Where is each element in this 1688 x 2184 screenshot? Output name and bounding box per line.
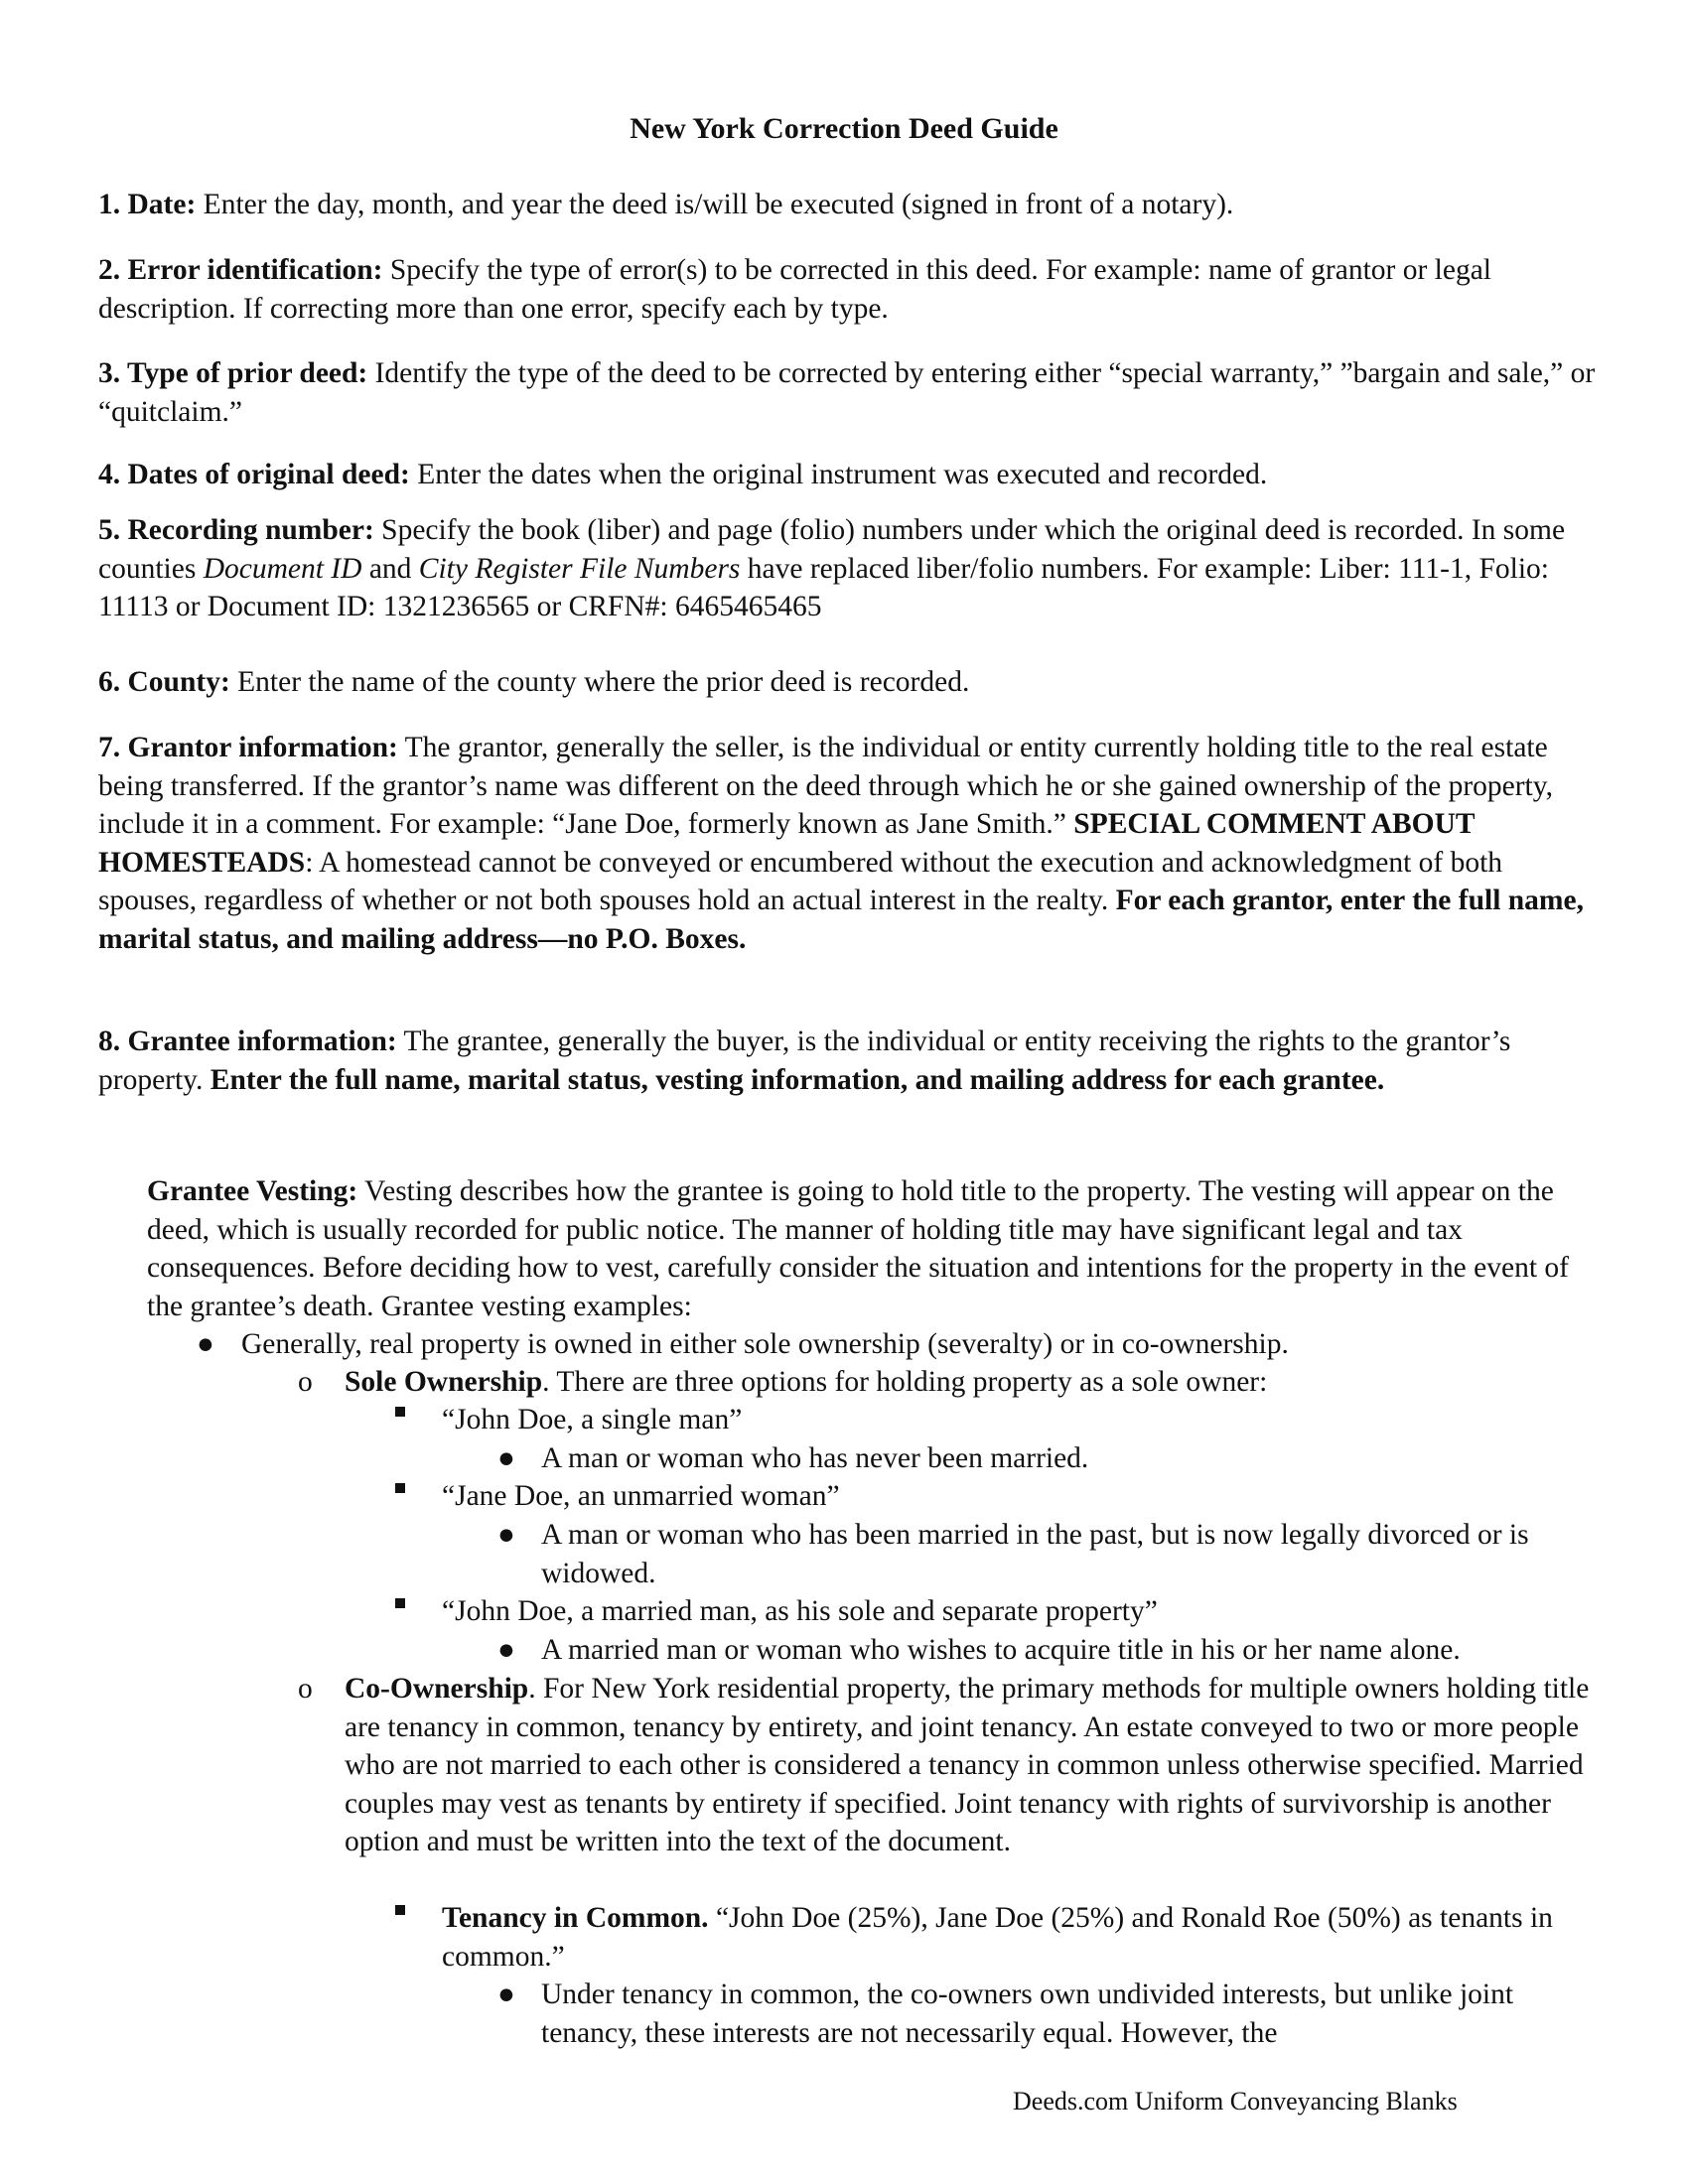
bullet-icon: ● xyxy=(497,1634,515,1666)
list-item-description xyxy=(541,1631,1604,1670)
list-item-text: “John Doe, a married man, as his sole and separate property” xyxy=(442,1595,1158,1627)
list-item-description xyxy=(541,1439,1604,1478)
item-italic-text: City Register File Numbers xyxy=(418,552,741,585)
list-item-sole-ownership xyxy=(345,1363,1606,1402)
item-label: 6. County: xyxy=(98,666,230,698)
item-label: 3. Type of prior deed: xyxy=(98,357,368,389)
list-item-text: A man or woman who has been married in the past, but is now legally divorced or is widowed. xyxy=(541,1519,1529,1589)
circle-bullet-icon: o xyxy=(298,1673,313,1705)
list-item-text: “Jane Doe, an unmarried woman” xyxy=(442,1480,840,1512)
list-item-unmarried-woman xyxy=(442,1477,1604,1516)
list-item-text: . There are three options for holding property as a sole owner: xyxy=(542,1366,1268,1398)
item-text: Enter the dates when the original instrument was executed and recorded. xyxy=(409,459,1268,490)
vesting-label: Grantee Vesting: xyxy=(147,1175,358,1207)
list-item-co-ownership xyxy=(345,1670,1606,1861)
item-grantee-information xyxy=(98,1023,1608,1099)
square-bullet-icon xyxy=(395,1407,405,1417)
item-text: and xyxy=(361,552,419,585)
item-label: 1. Date: xyxy=(98,189,197,220)
list-item-text: “John Doe (25%), Jane Doe (25%) and Ronald Roe (50%) as tenants in common.” xyxy=(442,1902,1553,1973)
grantee-vesting-paragraph xyxy=(147,1172,1607,1325)
list-item-label: Tenancy in Common. xyxy=(442,1902,709,1934)
item-label: 8. Grantee information: xyxy=(98,1025,397,1057)
list-item-text: A man or woman who has never been married. xyxy=(541,1442,1089,1474)
item-recording-number xyxy=(98,511,1608,626)
list-item-married-man xyxy=(442,1592,1604,1631)
bullet-icon: ● xyxy=(497,1979,515,2010)
list-item-single-man xyxy=(442,1401,1604,1439)
list-item-text: A married man or woman who wishes to acquire title in his or her name alone. xyxy=(541,1634,1461,1666)
item-text: Enter the name of the county where the prior deed is recorded. xyxy=(229,666,970,698)
item-dates-of-original-deed xyxy=(98,456,1608,494)
list-item-ownership xyxy=(241,1325,1607,1364)
list-item-label: Sole Ownership xyxy=(345,1366,543,1398)
square-bullet-icon xyxy=(395,1905,405,1915)
list-item-label: Co-Ownership xyxy=(345,1673,529,1705)
item-bold-text: For each grantor, enter the full name, marital status, and mailing address—no P.O. Boxes. xyxy=(98,885,1584,955)
list-item-tenancy-in-common xyxy=(442,1899,1574,1976)
item-text: The grantor, generally the seller, is the individual or entity currently holding title to the real estate being transferred. If the grantor’s name was different on the deed through which he or she gained ownership of the property, include it in a comment. For example: “Jane Doe, formerly known as Jane Smith.” xyxy=(98,732,1553,840)
item-text: The grantee, generally the buyer, is the individual or entity receiving the rights to the grantor’s property. xyxy=(98,1025,1511,1096)
item-date xyxy=(98,186,1608,224)
item-bold-text: Enter the full name, marital status, vesting information, and mailing address for each grantee. xyxy=(210,1063,1385,1096)
item-county xyxy=(98,663,1608,702)
item-type-of-prior-deed xyxy=(98,354,1608,431)
circle-bullet-icon: o xyxy=(298,1366,313,1398)
item-text: have replaced liber/folio numbers. For example: Liber: 111-1, Folio: 11113 or Document ID: 1321236565 or CRFN#: 6465465465 xyxy=(98,552,1549,622)
item-text: Identify the type of the deed to be corrected by entering either “special warranty,” ”bargain and sale,” or “quitclaim.” xyxy=(98,357,1596,428)
list-item-text: Under tenancy in common, the co-owners own undivided interests, but unlike joint tenancy, these interests are not necessarily equal. However, the xyxy=(541,1979,1514,2049)
item-text: Specify the type of error(s) to be corrected in this deed. For example: name of grantor or legal description. If correcting more than one error, specify each by type. xyxy=(98,254,1492,325)
item-label: 4. Dates of original deed: xyxy=(98,459,410,490)
page-title: New York Correction Deed Guide xyxy=(630,112,1058,145)
square-bullet-icon xyxy=(395,1483,405,1493)
list-item-text: . For New York residential property, the primary methods for multiple owners holding title are tenancy in common, tenancy by entirety, and joint tenancy. An estate conveyed to two or more people who are not married to each other is considered a tenancy in common unless otherwise specified. Married couples may vest as tenants by entirety if specified. Joint tenancy with rights of survivorship is another option and must be written into the text of the document. xyxy=(345,1673,1590,1857)
list-item-description xyxy=(541,1516,1589,1592)
list-item-text: “John Doe, a single man” xyxy=(442,1404,743,1435)
item-error-identification xyxy=(98,251,1608,328)
item-italic-text: Document ID xyxy=(203,552,362,585)
list-item-text: Generally, real property is owned in either sole ownership (severalty) or in co-ownership. xyxy=(241,1328,1289,1360)
page-footer: Deeds.com Uniform Conveyancing Blanks xyxy=(1013,2087,1458,2116)
item-label: 7. Grantor information: xyxy=(98,732,398,763)
item-label: 5. Recording number: xyxy=(98,514,374,546)
vesting-text: Vesting describes how the grantee is going to hold title to the property. The vesting will appear on the deed, which is usually recorded for public notice. The manner of holding title may have significant legal and tax consequences. Before deciding how to vest, carefully consider the situation and intentions for the property in the event of the grantee’s death. Grantee vesting examples: xyxy=(147,1175,1569,1322)
bullet-icon: ● xyxy=(497,1519,515,1551)
item-text: : A homestead cannot be conveyed or encumbered without the execution and acknowledgment of both spouses, regardless of whether or not both spouses hold an actual interest in the realty. xyxy=(98,846,1503,916)
list-item-description xyxy=(541,1976,1594,2052)
bullet-icon: ● xyxy=(497,1442,515,1474)
item-grantor-information xyxy=(98,729,1608,958)
item-text: Specify the book (liber) and page (folio) numbers under which the original deed is recorded. In some counties xyxy=(98,514,1566,585)
item-label: 2. Error identification: xyxy=(98,254,383,286)
bullet-icon: ● xyxy=(197,1328,214,1360)
square-bullet-icon xyxy=(395,1598,405,1608)
item-text: Enter the day, month, and year the deed is/will be executed (signed in front of a notary). xyxy=(196,189,1234,220)
item-bold-text: SPECIAL COMMENT ABOUT HOMESTEADS xyxy=(98,808,1476,879)
